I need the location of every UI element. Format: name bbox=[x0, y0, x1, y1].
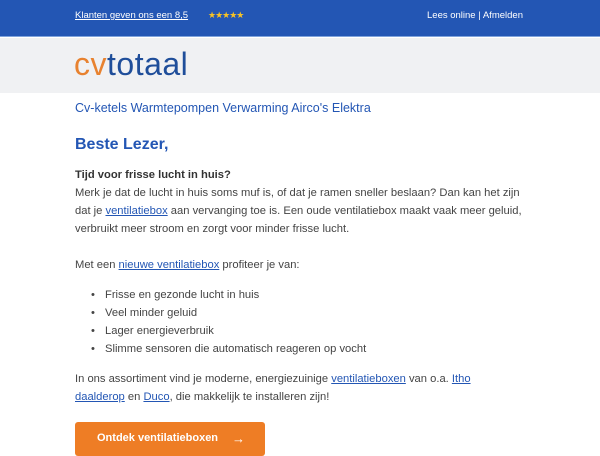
rating-link[interactable]: Klanten geven ons een 8,5 bbox=[75, 10, 189, 21]
button-label: Ontdek ventilatieboxen bbox=[97, 432, 219, 444]
intro-line: verbruikt meer stroom en zorgt voor minder frisse lucht. bbox=[75, 223, 350, 235]
logo-cv: cv bbox=[74, 46, 107, 82]
lees-online-link[interactable]: Lees online bbox=[427, 10, 476, 21]
intro-line bbox=[75, 204, 522, 218]
text: van o.a. bbox=[405, 373, 452, 385]
list-item bbox=[93, 342, 366, 356]
text: Met een bbox=[75, 259, 119, 271]
text: , die makkelijk te installeren zijn! bbox=[169, 391, 330, 403]
ontdek-ventilatieboxen-button[interactable] bbox=[75, 422, 265, 456]
intro-heading: Tijd voor frisse lucht in huis? bbox=[75, 169, 231, 181]
afmelden-link[interactable]: Afmelden bbox=[482, 10, 523, 21]
itho-daalderop-link[interactable]: daalderop bbox=[75, 391, 125, 403]
list-item bbox=[93, 288, 259, 302]
logo[interactable] bbox=[74, 46, 188, 82]
itho-link[interactable]: Itho bbox=[451, 373, 471, 385]
intro-line: Merk je dat de lucht in huis soms muf is, of dat je ramen sneller beslaan? Dan kan het zijn bbox=[75, 187, 520, 199]
list-item-text: Slimme sensoren die automatisch reageren op vocht bbox=[105, 343, 367, 355]
logo-totaal: totaal bbox=[107, 46, 189, 82]
text: aan vervanging toe is. Een oude ventilatiebox maakt vaak meer geluid, bbox=[167, 205, 522, 217]
list-item bbox=[93, 306, 197, 320]
list-item-text: Veel minder geluid bbox=[105, 307, 198, 319]
ventilatieboxen-link[interactable]: ventilatieboxen bbox=[331, 373, 406, 385]
separator: | bbox=[478, 10, 481, 21]
assortment-line bbox=[75, 372, 471, 386]
duco-link[interactable]: Duco bbox=[143, 391, 170, 403]
arrow-right-icon: → bbox=[232, 431, 246, 446]
nieuwe-ventilatiebox-link[interactable]: nieuwe ventilatiebox bbox=[118, 259, 220, 271]
text: In ons assortiment vind je moderne, energiezuinige bbox=[75, 373, 332, 385]
list-item-text: Lager energieverbruik bbox=[105, 325, 214, 337]
category-nav[interactable]: Cv-ketels Warmtepompen Verwarming Airco's Elektra bbox=[75, 101, 371, 115]
top-bar bbox=[0, 0, 600, 37]
greeting: Beste Lezer, bbox=[75, 136, 169, 153]
assortment-line bbox=[75, 390, 329, 404]
text: profiteer je van: bbox=[219, 259, 300, 271]
text: en bbox=[124, 391, 144, 403]
list-item-text: Frisse en gezonde lucht in huis bbox=[105, 289, 260, 301]
text: dat je bbox=[75, 205, 106, 217]
benefits-intro bbox=[75, 258, 300, 272]
star-rating-icon: ★★★★★ bbox=[208, 10, 244, 20]
top-links bbox=[427, 10, 523, 21]
ventilatiebox-link[interactable]: ventilatiebox bbox=[105, 205, 168, 217]
list-item bbox=[93, 324, 214, 338]
